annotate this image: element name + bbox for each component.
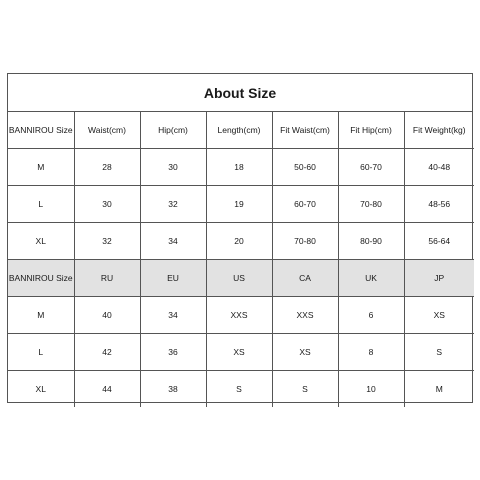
table-cell: S [272,371,338,408]
column-header: RU [74,260,140,297]
table-cell: L [8,334,74,371]
column-header: Waist(cm) [74,112,140,149]
column-header: UK [338,260,404,297]
table-row [8,297,474,334]
table-cell: 40-48 [404,149,474,186]
table-cell: 80-90 [338,223,404,260]
table-cell: L [8,186,74,223]
column-header: BANNIROU Size [8,112,74,149]
column-header: EU [140,260,206,297]
table-cell: 42 [74,334,140,371]
column-header: US [206,260,272,297]
table-cell: 30 [74,186,140,223]
table-cell: 8 [338,334,404,371]
table-cell: 70-80 [338,186,404,223]
table-cell: M [8,297,74,334]
size-table [8,112,474,407]
table-cell: 34 [140,223,206,260]
table-cell: 30 [140,149,206,186]
table-cell: 28 [74,149,140,186]
table-cell: 10 [338,371,404,408]
table-row [8,223,474,260]
size-chart-title: About Size [8,74,472,112]
table-cell: 60-70 [338,149,404,186]
column-header: JP [404,260,474,297]
table-cell: XL [8,371,74,408]
table-cell: 32 [140,186,206,223]
column-header: Length(cm) [206,112,272,149]
table-row [8,334,474,371]
table-cell: M [404,371,474,408]
table-cell: 6 [338,297,404,334]
table-cell: XL [8,223,74,260]
table-cell: 40 [74,297,140,334]
column-header: Fit Hip(cm) [338,112,404,149]
column-header: Fit Weight(kg) [404,112,474,149]
column-header: CA [272,260,338,297]
table-cell: 56-64 [404,223,474,260]
table-cell: 44 [74,371,140,408]
column-header: BANNIROU Size [8,260,74,297]
table-cell: 36 [140,334,206,371]
size-chart [7,73,473,403]
table-cell: XXS [272,297,338,334]
table-cell: 18 [206,149,272,186]
table-cell: XS [272,334,338,371]
table-cell: 32 [74,223,140,260]
table-cell: 19 [206,186,272,223]
table-cell: 70-80 [272,223,338,260]
table-row [8,371,474,408]
column-header: Hip(cm) [140,112,206,149]
table-row [8,186,474,223]
table-row [8,149,474,186]
column-header: Fit Waist(cm) [272,112,338,149]
table-cell: XXS [206,297,272,334]
table-cell: M [8,149,74,186]
table-cell: 20 [206,223,272,260]
table-cell: 34 [140,297,206,334]
header-row [8,260,474,297]
table-cell: 50-60 [272,149,338,186]
header-row [8,112,474,149]
table-cell: XS [206,334,272,371]
table-cell: 38 [140,371,206,408]
table-cell: S [404,334,474,371]
table-cell: 48-56 [404,186,474,223]
table-cell: S [206,371,272,408]
table-cell: 60-70 [272,186,338,223]
table-cell: XS [404,297,474,334]
